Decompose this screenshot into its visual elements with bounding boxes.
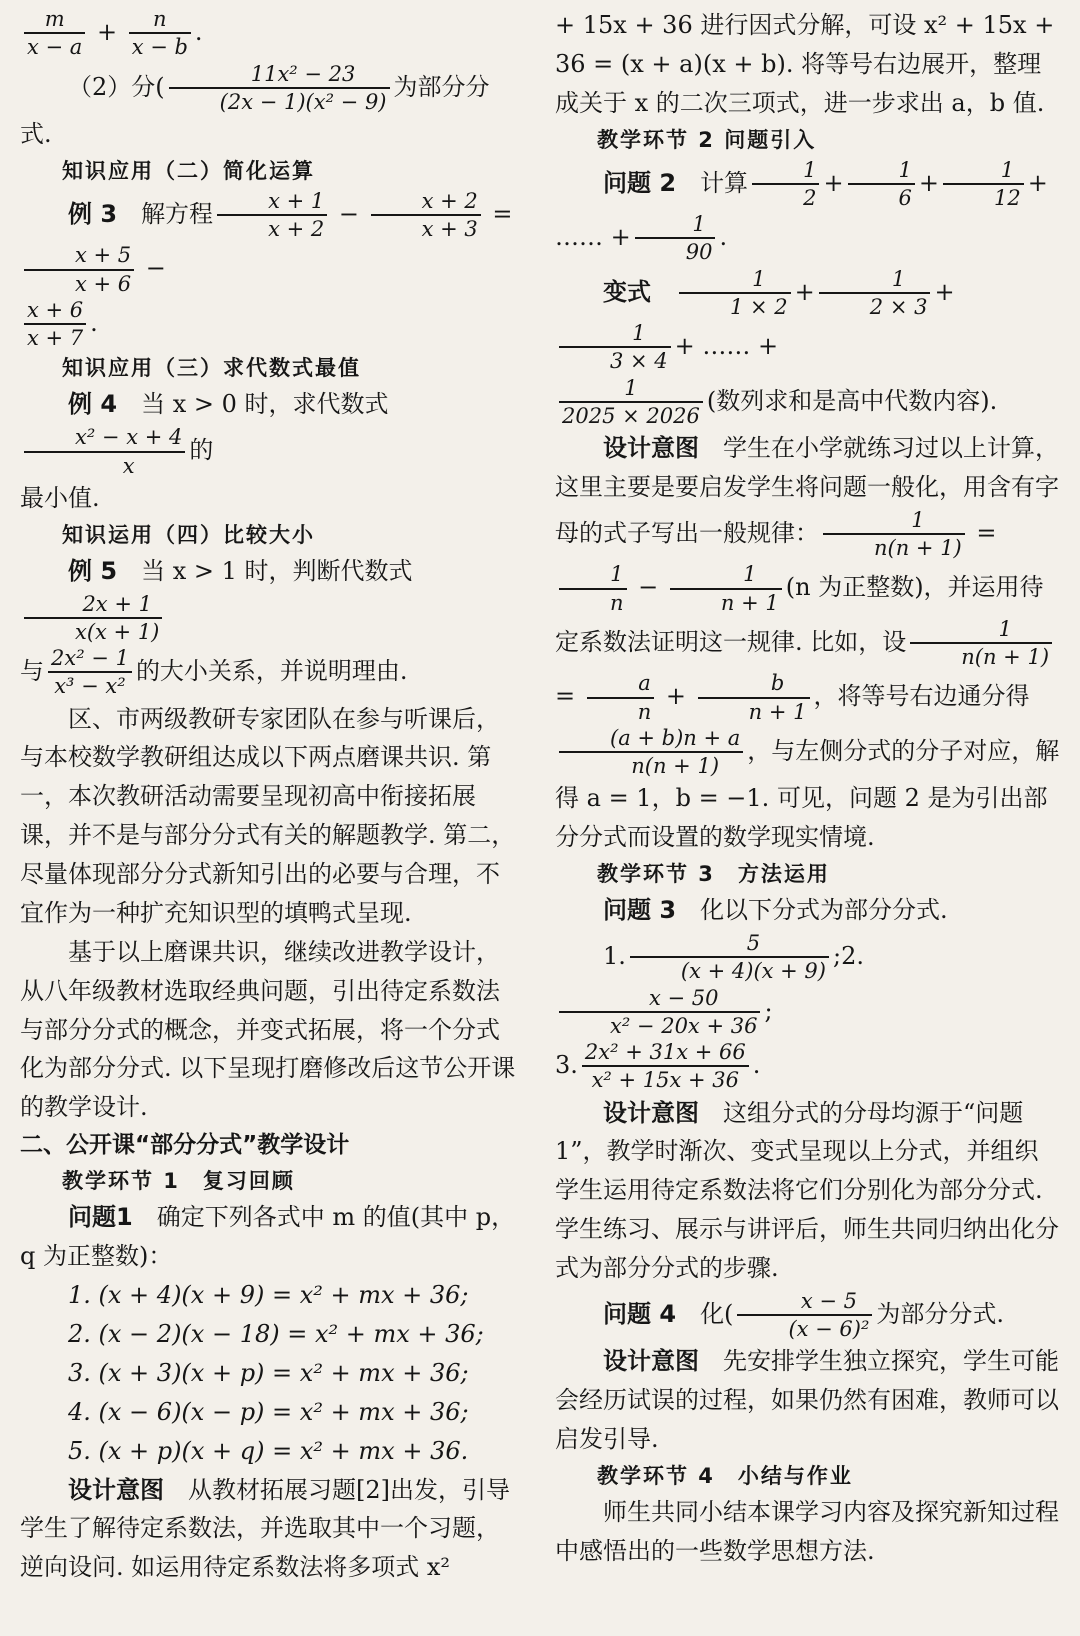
fraction: $\frac{\text{11x² − 23}}{\text{(2x − 1)(x² − 9)}}$: [169, 61, 390, 116]
fraction: $\frac{\text{2x² − 1}}{\text{x³ − x²}}$: [48, 645, 132, 700]
fraction: $\frac{2x + 1}{x(x + 1)}$: [24, 591, 162, 646]
question-3: 问题 3 化以下分式为部分分式.: [603, 896, 948, 925]
fraction: $\frac{a}{n}$: [587, 670, 655, 725]
example-5: 例 5 当 x > 1 时，判断代数式 $\frac{2x + 1}{x(x + 1)}$: [20, 552, 520, 645]
step-3-heading: 教学环节 3 方法运用: [597, 862, 830, 887]
improvement-paragraph: 基于以上磨课共识，继续改进教学设计，从八年级教材选取经典问题，引出待定系数法与部分分式的概念，并变式拓展，将一个分式化为部分分式. 以下呈现打磨修改后这节公开课的教学设计.: [20, 937, 516, 1122]
fraction: $\frac{5}{(x + 4)(x + 9)}$: [630, 930, 829, 985]
fraction: $\frac{1}{n}$: [559, 561, 627, 616]
example-5-cont: 与 $\frac{\text{2x² − 1}}{\text{x³ − x²}}$ 的大小关系，并说明理由.: [20, 646, 408, 699]
list-item: 2. (x − 2)(x − 18) = x² + mx + 36;: [68, 1320, 484, 1349]
fraction: $\frac{b}{n + 1}$: [698, 670, 810, 725]
fraction: $\frac{1}{3 \times 4}$: [559, 320, 671, 375]
question-1: 问题1 确定下列各式中 m 的值(其中 p，q 为正整数)：: [20, 1203, 516, 1271]
example-3: 例 3 解方程 $\frac{x + 1}{x + 2}$ − $\frac{x + 2}{x + 3}$ = $\frac{x + 5}{x + 6}$ −: [20, 188, 520, 297]
application-4-heading: 知识运用（四）比较大小: [62, 522, 315, 547]
fraction: $\frac{1}{6}$: [848, 157, 915, 212]
fraction: $\frac{m}{x - a}$: [24, 6, 85, 61]
application-2-heading: 知识应用（二）简化运算: [62, 158, 315, 183]
question-3-item-3: 3. $\frac{\text{2x² + 31x + 66}}{\text{x² + 15x + 36}}$ .: [555, 1040, 761, 1093]
design-intent-4: 设计意图 先安排学生独立探究，学生可能会经历试误的过程，如果仍然有困难，教师可以启发引导.: [555, 1347, 1059, 1454]
design-intent-2: 设计意图 学生在小学就练习过以上计算，这里主要是要启发学生将问题一般化，用含有字母的式子写出一般规律： $\frac{1}{n(n + 1)}$ = $\frac{1}{n}$ − $\frac{1}{n + 1}$ (n 为正整数)，并运用待定系数法证明这一规律. 比如，设 $\frac{1}{n(n + 1)}$ = $\frac{a}{n}$ + $\frac{b}{n + 1}$ ，将等号右边通分得 $\frac{(a + b)n + a}{n(n + 1)}$ ，与左侧分式的分子对应，解得 a = 1，b = −1. 可见，问题 2 是为引出部分分式而设置的数学现实情境.: [555, 434, 1060, 852]
list-item: 1. (x + 4)(x + 9) = x² + mx + 36;: [68, 1281, 469, 1310]
design-intent-3: 设计意图 这组分式的分母均源于“问题1”，教学时渐次、变式呈现以上分式，并组织学生运用待定系数法将它们分别化为部分分式. 学生练习、展示与讲评后，师生共同归纳出化分式为部分分式的步骤.: [555, 1098, 1059, 1283]
summary-paragraph: 师生共同小结本课学习内容及探究新知过程中感悟出的一些数学思想方法.: [555, 1498, 1059, 1565]
question-2-sub: （2）分( $\frac{\text{11x² − 23}}{\text{(2x − 1)(x² − 9)}}$ 为部分分式.: [20, 61, 490, 148]
question-4: 问题 4 化( $\frac{x - 5}{\text{(x − 6)²}}$ 为部分分式.: [603, 1288, 1005, 1342]
continued-text: + 15x + 36 进行因式分解，可设 x² + 15x + 36 = (x + a)(x + b). 将等号右边展开，整理成关于 x 的二次三项式，进一步求出 a，b 值.: [555, 11, 1055, 117]
step-2-heading: 教学环节 2 问题引入: [597, 127, 817, 152]
fraction: $\frac{x - 5}{\text{(x − 6)²}}$: [737, 1288, 872, 1343]
fraction: $\frac{x + 6}{x + 7}$: [24, 297, 86, 352]
step-4-heading: 教学环节 4 小结与作业: [597, 1464, 853, 1489]
fraction: $\frac{(a + b)n + a}{n(n + 1)}$: [559, 725, 743, 780]
partial-fraction-result: $\frac{m}{x - a}$ + $\frac{n}{x - b}$ .: [20, 6, 520, 61]
list-item: 4. (x − 6)(x − p) = x² + mx + 36;: [68, 1397, 469, 1426]
fraction: $\frac{\text{2x² + 31x + 66}}{\text{x² + 15x + 36}}$: [582, 1039, 749, 1094]
question-2: 问题 2 计算 $\frac{1}{2}$ + $\frac{1}{6}$ + $\frac{1}{12}$ + …… + $\frac{1}{90}$ .: [555, 157, 1048, 265]
example-4: 例 4 当 x > 0 时，求代数式 $\frac{\text{x² − x + 4}}{x}$ 的: [20, 385, 520, 478]
left-column: [20, 6, 520, 1587]
fraction: $\frac{1}{1 \times 2}$: [679, 266, 791, 321]
fraction: $\frac{1}{n + 1}$: [670, 561, 782, 616]
design-intent-1: 设计意图 从教材拓展习题[2]出发，引导学生了解待定系数法，并选取其中一个习题，逆向设问. 如运用待定系数法将多项式 x²: [20, 1475, 510, 1582]
fraction: $\frac{x - 50}{\text{x² − 20x + 36}}$: [559, 985, 760, 1040]
right-column: [555, 6, 1060, 1571]
fraction: $\frac{1}{n(n + 1)}$: [823, 507, 965, 562]
variant-cont: $\frac{1}{2025 \times 2026}$ (数列求和是高中代数内容).: [555, 375, 1060, 430]
variant: 变式 $\frac{1}{1 \times 2}$ + $\frac{1}{2 \times 3}$ + $\frac{1}{3 \times 4}$ + …… +: [555, 266, 1060, 375]
application-3-heading: 知识应用（三）求代数式最值: [62, 356, 361, 381]
fraction: $\frac{n}{x - b}$: [129, 6, 191, 61]
fraction: $\frac{1}{90}$: [635, 211, 716, 266]
fraction: $\frac{x + 1}{x + 2}$: [217, 188, 327, 243]
step-1-heading: 教学环节 1 复习回顾: [62, 1169, 295, 1194]
fraction: $\frac{1}{n(n + 1)}$: [910, 616, 1052, 671]
fraction: $\frac{x + 2}{x + 3}$: [371, 188, 481, 243]
example-3-cont: $\frac{x + 6}{x + 7}$ .: [20, 297, 520, 352]
fraction: $\frac{1}{2}$: [752, 157, 819, 212]
list-item: 3. (x + 3)(x + p) = x² + mx + 36;: [68, 1358, 469, 1387]
fraction: $\frac{1}{12}$: [943, 157, 1024, 212]
list-item: 5. (x + p)(x + q) = x² + mx + 36.: [68, 1436, 469, 1465]
fraction: $\frac{x + 5}{x + 6}$: [24, 242, 134, 297]
fraction: $\frac{1}{2 \times 3}$: [819, 266, 931, 321]
fraction: $\frac{1}{2025 \times 2026}$: [559, 375, 703, 430]
fraction: $\frac{\text{x² − x + 4}}{x}$: [24, 424, 185, 479]
consensus-paragraph: 区、市两级教研专家团队在参与听课后，与本校数学教研组达成以下两点磨课共识. 第一，本次教研活动需要呈现初高中衔接拓展课，并不是与部分分式有关的解题教学. 第二，尽量体现部分分式新知引出的必要与合理，不宜作为一种扩充知识型的填鸭式呈现.: [20, 704, 516, 927]
example-4-cont: 最小值.: [20, 483, 100, 512]
section-2-heading: 二、公开课“部分分式”教学设计: [20, 1132, 350, 1159]
question-3-items: 1. $\frac{5}{(x + 4)(x + 9)}$ ;2. $\frac{x - 50}{\text{x² − 20x + 36}}$ ;: [555, 930, 1060, 1039]
